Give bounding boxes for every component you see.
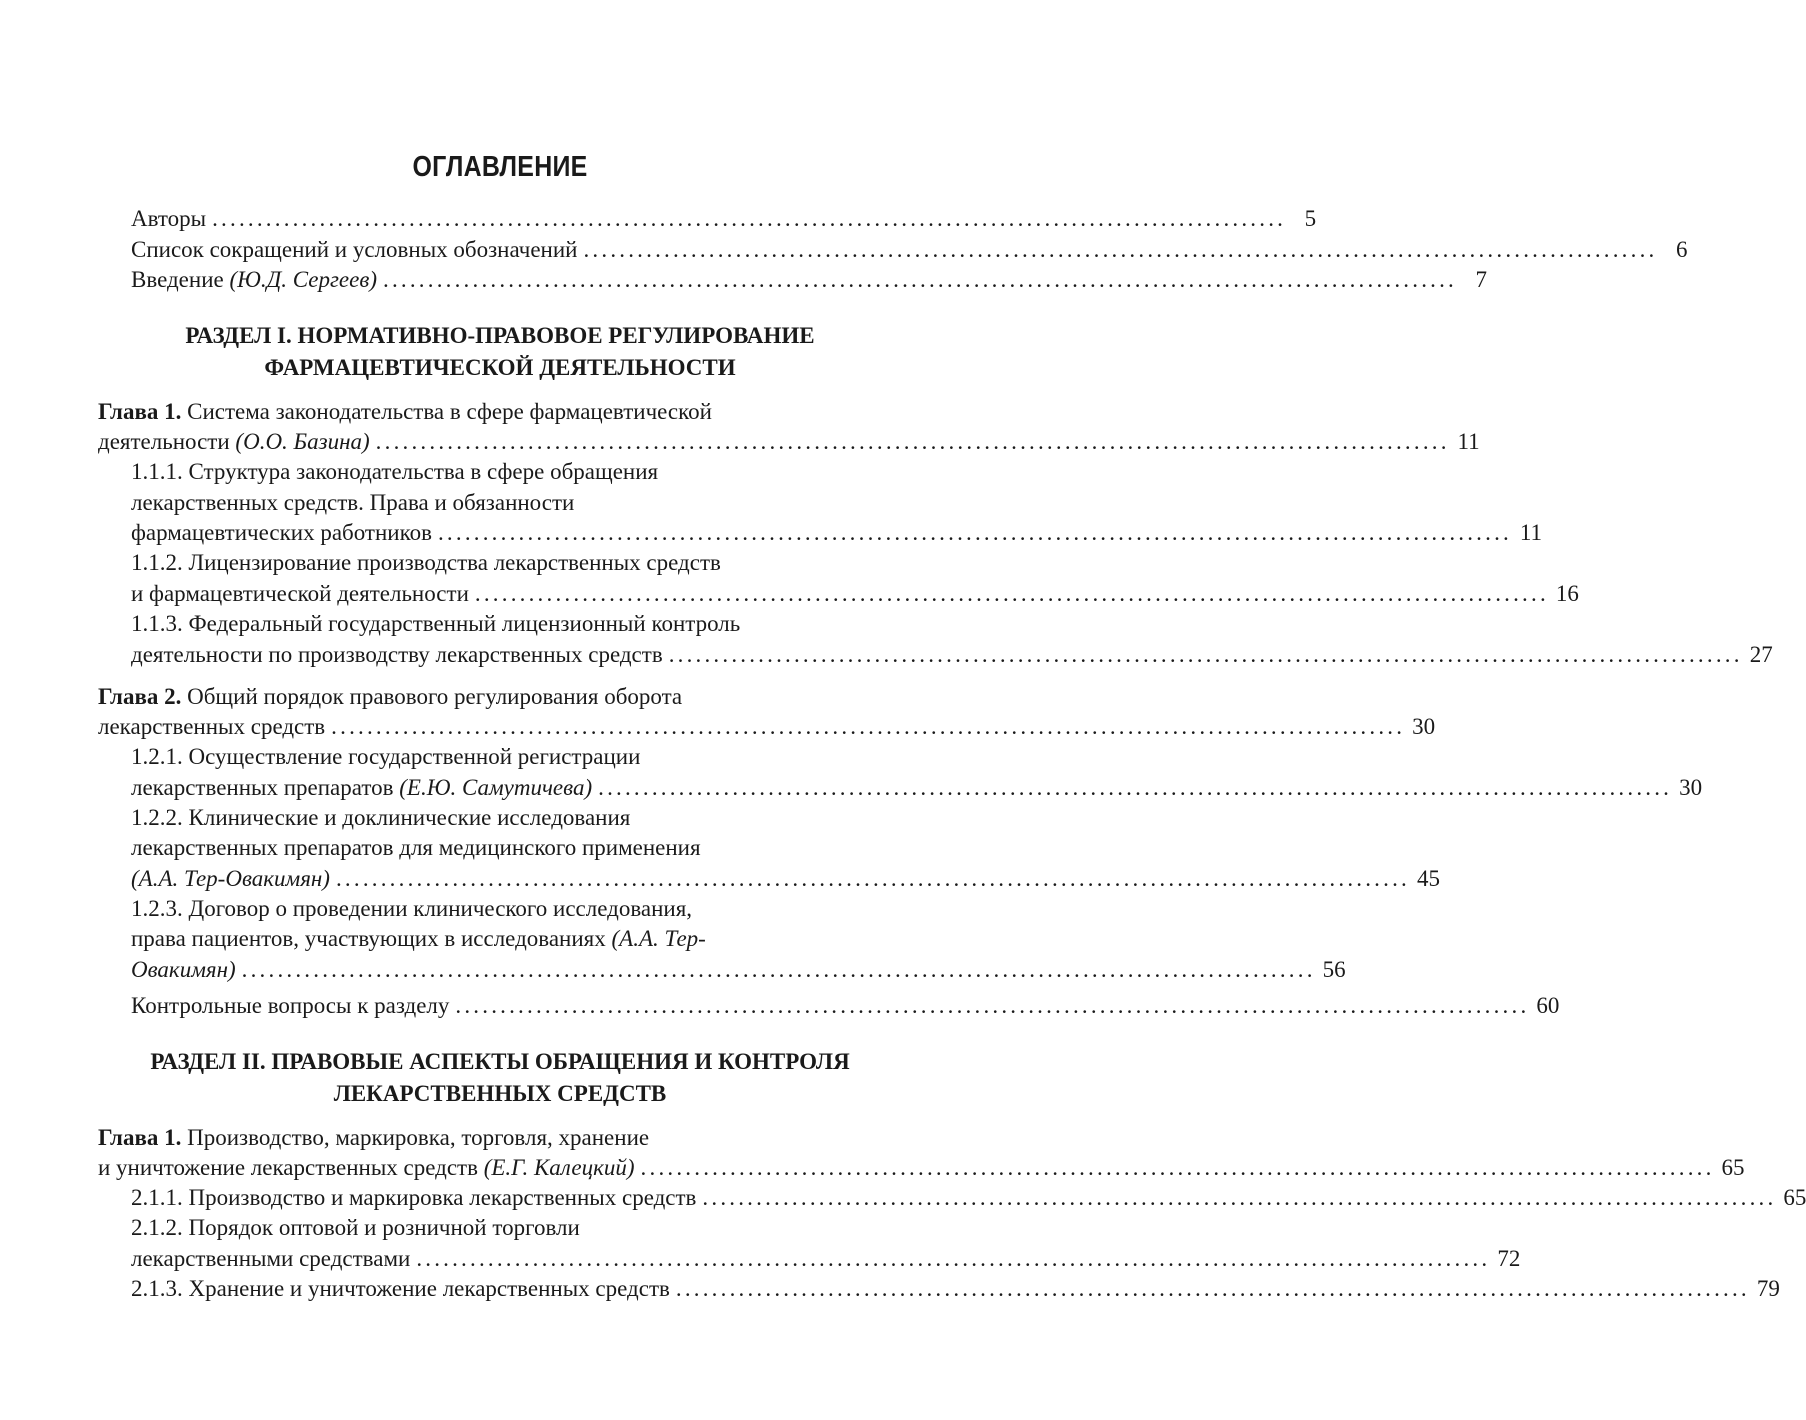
dot-leader: ........................................................................................................................ (455, 993, 1530, 1018)
subsection-1-1-1-entry[interactable] (131, 518, 1542, 548)
subsection-2-1-2-entry[interactable] (131, 1244, 1521, 1274)
subsection-2-1-2-line[interactable]: 2.1.2. Порядок оптовой и розничной торговли (131, 1215, 580, 1240)
chapter-text-cont: деятельности (98, 429, 230, 454)
chapter-text-cont: и уничтожение лекарственных средств (98, 1155, 478, 1180)
page-number: 56 (1322, 957, 1346, 982)
page-number: 11 (1519, 520, 1542, 545)
subsection-1-1-2-entry[interactable] (131, 579, 1579, 609)
section-heading-1 (90, 320, 910, 384)
chapter-2-1-title[interactable] (98, 1123, 649, 1153)
page-number: 30 (1679, 775, 1703, 800)
toc-entry-introduction[interactable] (131, 265, 1487, 295)
chapter-text: Система законодательства в сфере фармацевтической (187, 399, 712, 424)
chapter-1-2-title[interactable] (98, 682, 682, 712)
page-number: 7 (1475, 267, 1487, 292)
page-number: 5 (1304, 206, 1317, 231)
entry-title: лекарственных препаратов (131, 775, 394, 800)
chapter-label: Глава 2. (98, 684, 182, 709)
section-heading-line: РАЗДЕЛ II. ПРАВОВЫЕ АСПЕКТЫ ОБРАЩЕНИЯ И КОНТРОЛЯ (150, 1049, 850, 1074)
dot-leader: ........................................................................................................................ (383, 267, 1457, 292)
page-number: 16 (1555, 581, 1579, 606)
chapter-text: Производство, маркировка, торговля, хранение (187, 1125, 650, 1150)
subsection-1-2-2-entry[interactable] (131, 864, 1440, 894)
dot-leader: ........................................................................................................................ (675, 1276, 1750, 1301)
entry-title: Введение (131, 267, 224, 292)
subsection-2-1-3-entry[interactable] (131, 1274, 1780, 1304)
entry-text: и фармацевтической деятельности (131, 581, 469, 606)
entry-author: (Е.Ю. Самутичева) (399, 775, 593, 800)
page-number: 30 (1412, 714, 1436, 739)
entry-author-wrap (131, 864, 330, 894)
entry-text: лекарственных средств (98, 714, 326, 739)
subsection-2-1-1-entry[interactable] (131, 1183, 1806, 1213)
entry-text: деятельности по производству лекарственных средств (131, 642, 663, 667)
page-number: 6 (1675, 237, 1688, 262)
section-heading-line: ЛЕКАРСТВЕННЫХ СРЕДСТВ (333, 1081, 667, 1106)
entry-title: права пациентов, участвующих в исследованиях (131, 926, 606, 951)
toc-entry-authors[interactable] (131, 204, 1317, 234)
subsection-1-1-2-line[interactable]: 1.1.2. Лицензирование производства лекарственных средств (131, 550, 721, 575)
entry-author-wrap (131, 955, 236, 985)
entry-text: Контрольные вопросы к разделу (131, 993, 450, 1018)
subsection-1-2-2-line[interactable]: лекарственных препаратов для медицинского применения (131, 835, 701, 860)
entry-author: Овакимян) (131, 957, 236, 982)
subsection-1-1-3-line[interactable]: 1.1.3. Федеральный государственный лицензионный контроль (131, 611, 741, 636)
dot-leader: ........................................................................................................................ (375, 429, 1450, 454)
dot-leader: ........................................................................................................................ (702, 1185, 1777, 1210)
entry-text (98, 1153, 635, 1183)
entry-author: (О.О. Базина) (235, 429, 370, 454)
dot-leader: ........................................................................................................................ (241, 957, 1316, 982)
entry-author: (А.А. Тер-Овакимян) (131, 866, 330, 891)
section-heading-line: ФАРМАЦЕВТИЧЕСКОЙ ДЕЯТЕЛЬНОСТИ (264, 355, 736, 380)
chapter-1-2-entry[interactable] (98, 712, 1436, 742)
entry-text (131, 265, 377, 295)
section-heading-2 (90, 1046, 910, 1110)
dot-leader: ........................................................................................................................ (437, 520, 1512, 545)
page-number: 27 (1749, 642, 1773, 667)
dot-leader: ........................................................................................................................ (598, 775, 1673, 800)
subsection-1-2-2-line[interactable]: 1.2.2. Клинические и доклинические исследования (131, 805, 631, 830)
page-title: ОГЛАВЛЕНИЕ (412, 151, 588, 183)
dot-leader: ........................................................................................................................ (335, 866, 1410, 891)
dot-leader: ........................................................................................................................ (640, 1155, 1715, 1180)
page-number: 65 (1783, 1185, 1806, 1210)
page-number: 45 (1416, 866, 1440, 891)
subsection-1-1-1-line[interactable]: лекарственных средств. Права и обязанности (131, 490, 575, 515)
section-heading-line: РАЗДЕЛ I. НОРМАТИВНО-ПРАВОВОЕ РЕГУЛИРОВАНИЕ (185, 323, 815, 348)
subsection-1-1-3-entry[interactable] (131, 640, 1773, 670)
entry-text: 2.1.3. Хранение и уничтожение лекарственных средств (131, 1276, 670, 1301)
dot-leader: ........................................................................................................................ (583, 237, 1658, 262)
entry-author: (Е.Г. Калецкий) (483, 1155, 635, 1180)
page-number: 79 (1756, 1276, 1780, 1301)
entry-text (98, 427, 370, 457)
subsection-1-2-3-line[interactable] (131, 924, 706, 954)
page-number: 11 (1457, 429, 1480, 454)
toc-entry-abbreviations[interactable] (131, 235, 1688, 265)
dot-leader: ........................................................................................................................ (331, 714, 1406, 739)
page-number: 60 (1536, 993, 1560, 1018)
toc-entry-questions[interactable] (131, 991, 1560, 1021)
entry-text: 2.1.1. Производство и маркировка лекарственных средств (131, 1185, 697, 1210)
subsection-1-2-3-entry[interactable] (131, 955, 1346, 985)
subsection-1-1-1-line[interactable]: 1.1.1. Структура законодательства в сфере обращения (131, 459, 659, 484)
dot-leader: ........................................................................................................................ (668, 642, 1743, 667)
dot-leader: ........................................................................................................................ (416, 1246, 1491, 1271)
chapter-text: Общий порядок правового регулирования оборота (187, 684, 683, 709)
subsection-1-2-3-line[interactable]: 1.2.3. Договор о проведении клинического исследования, (131, 896, 693, 921)
entry-text: фармацевтических работников (131, 520, 432, 545)
subsection-1-2-1-entry[interactable] (131, 773, 1703, 803)
entry-author: (А.А. Тер- (611, 926, 706, 951)
subsection-1-2-1-line[interactable]: 1.2.1. Осуществление государственной регистрации (131, 744, 641, 769)
page-number: 65 (1721, 1155, 1745, 1180)
entry-text (131, 773, 592, 803)
chapter-label: Глава 1. (98, 399, 182, 424)
dot-leader: ........................................................................................................................ (212, 206, 1287, 231)
chapter-1-1-title[interactable] (98, 397, 712, 427)
entry-text: Список сокращений и условных обозначений (131, 237, 578, 262)
page-number: 72 (1497, 1246, 1521, 1271)
dot-leader: ........................................................................................................................ (474, 581, 1549, 606)
entry-text: лекарственными средствами (131, 1246, 411, 1271)
entry-text: Авторы (131, 206, 207, 231)
entry-author: (Ю.Д. Сергеев) (229, 267, 377, 292)
chapter-label: Глава 1. (98, 1125, 182, 1150)
chapter-2-1-entry[interactable] (98, 1153, 1745, 1183)
chapter-1-1-entry[interactable] (98, 427, 1480, 457)
